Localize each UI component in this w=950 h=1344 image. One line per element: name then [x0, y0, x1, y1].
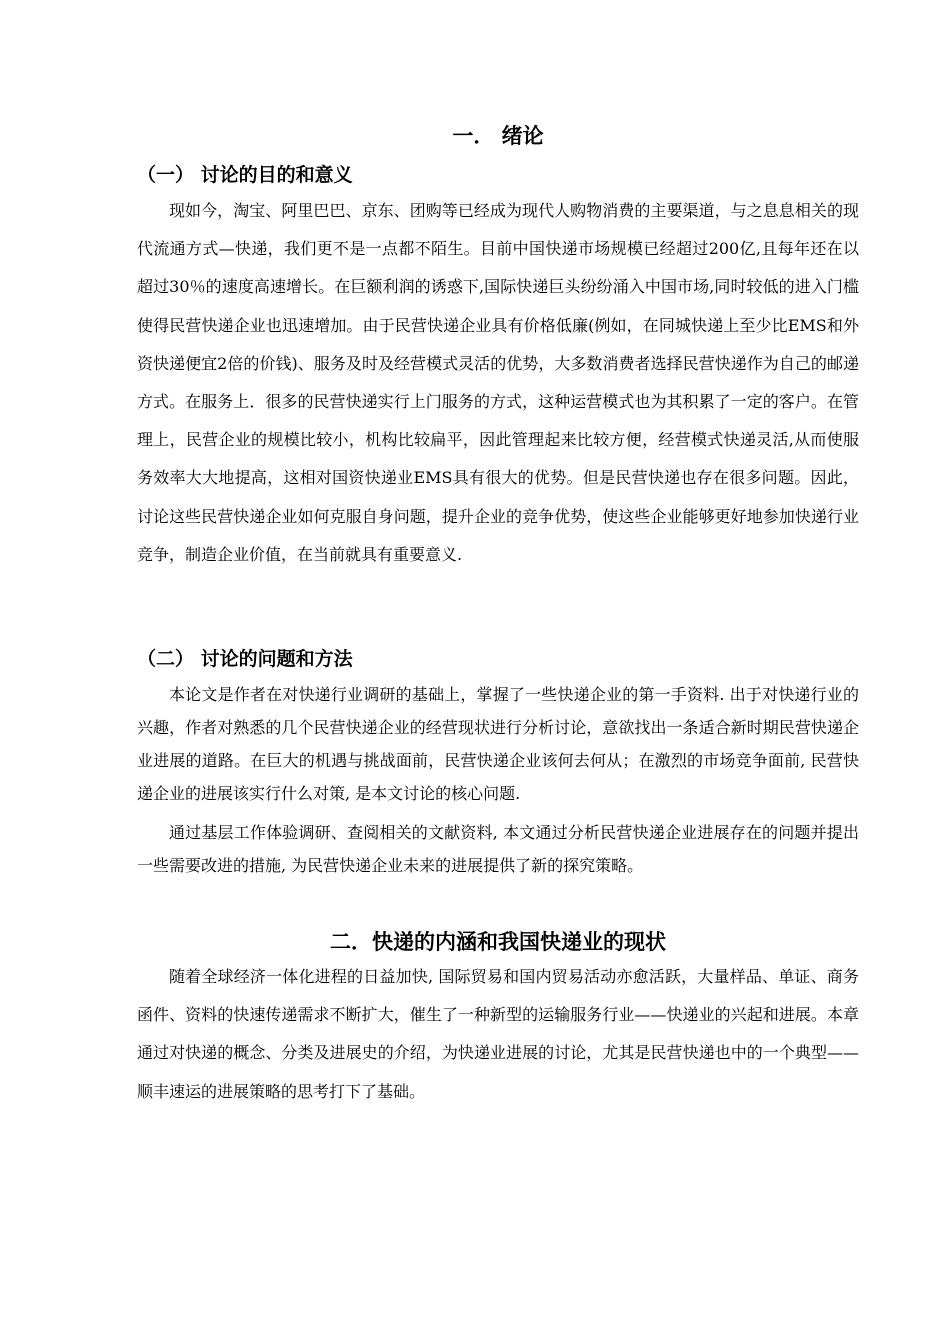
section-2-body — [137, 678, 859, 882]
section-2-paragraph-2: 通过基层工作体验调研、查阅相关的文献资料, 本文通过分析民营快递企业进展存在的问题并提出一些需要改进的措施, 为民营快递企业未来的进展提供了新的探究策略。 — [137, 823, 859, 875]
section-1-title: （一） 讨论的目的和意义 — [137, 164, 353, 186]
section-2-paragraph-1: 本论文是作者在对快递行业调研的基础上，掌握了一些快递企业的第一手资料. 出于对快递行业的兴趣，作者对熟悉的几个民营快递企业的经营现状进行分析讨论，意欲找出一条适合新时期民营快递企业进展的道路。在巨大的机遇与挑战面前，民营快递企业该何去何从；在激烈的市场竞争面前, 民营快递企业的进展该实行什么对策, 是本文讨论的核心问题. — [137, 685, 859, 803]
section-1-body — [137, 192, 859, 574]
section-1-paragraph: 现如今，淘宝、阿里巴巴、京东、团购等已经成为现代人购物消费的主要渠道，与之息息相关的现代流通方式—快递，我们更不是一点都不陌生。目前中国快递市场规模已经超过200亿,且每年还在以超过30％的速度高速增长。在巨额利润的诱惑下,国际快递巨头纷纷涌入中国市场,同时较低的进入门槛使得民营快递企业也迅速增加。由于民营快递企业具有价格低廉(例如，在同城快递上至少比EMS和外资快递便宜2倍的价钱)、服务及时及经营模式灵活的优势，大多数消费者选择民营快递作为自己的邮递方式。在服务上．很多的民营快递实行上门服务的方式，这种运营模式也为其积累了一定的客户。在管理上，民营企业的规模比较小，机构比较扁平，因此管理起来比较方便，经营模式快递灵活,从而使服务效率大大地提高，这相对国资快递业EMS具有很大的优势。但是民营快递也存在很多问题。因此，讨论这些民营快递企业如何克服自身问题，提升企业的竞争优势，使这些企业能够更好地参加快递行业竞争，制造企业价值，在当前就具有重要意义. — [137, 201, 859, 564]
chapter-2-body — [137, 958, 859, 1111]
chapter-2-paragraph: 随着全球经济一体化进程的日益加快, 国际贸易和国内贸易活动亦愈活跃，大量样品、单证、商务函件、资料的快速传递需求不断扩大，催生了一种新型的运输服务行业——快递业的兴起和进展。本章通过对快递的概念、分类及进展史的介绍，为快递业进展的讨论，尤其是民营快递也中的一个典型——顺丰速运的进展策略的思考打下了基础。 — [137, 967, 859, 1101]
section-2-title: （二） 讨论的问题和方法 — [137, 648, 353, 670]
chapter-2-title: 二．快递的内涵和我国快递业的现状 — [330, 930, 666, 954]
chapter-1-title: 一． 绪论 — [452, 124, 544, 148]
